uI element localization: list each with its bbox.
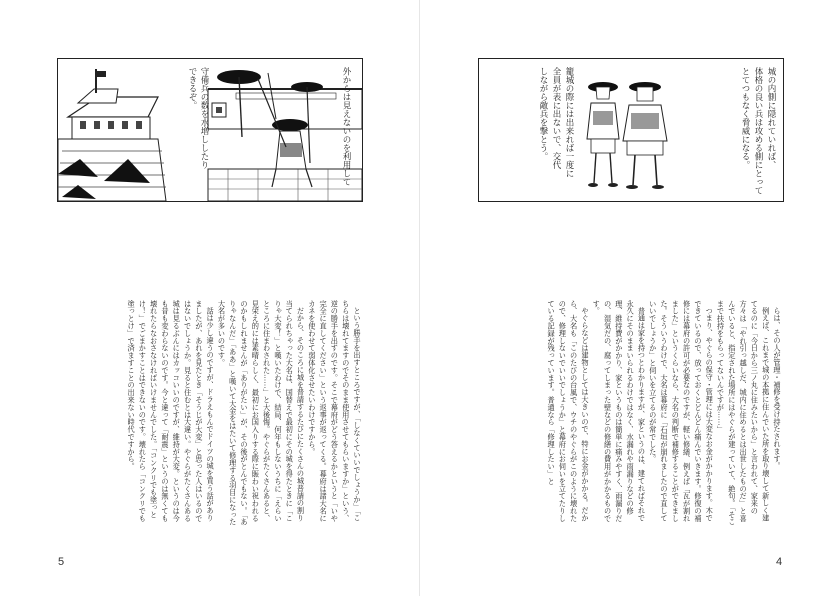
- page-number: 4: [776, 556, 783, 568]
- panel-caption-line-5: 全員が表に出ないで、交代: [551, 67, 561, 169]
- panel-caption-line-6: しながら敵兵を撃とう。: [538, 67, 548, 161]
- paragraph: という勝手を出すところですが、「しなくていいでしょうか」「こちらは壊れてますのでそのまま使用させてもらいますか」という、逆の勝手を出すのです。そこで幕府がどう答えるかというと「いや完全に直してください」という返事が返ってくる。幕府は諸大名にカネを使わせて弱体化させたいわけですから。: [307, 300, 362, 522]
- paragraph: やぐらなどは建物としては大きいので、特にお金がかかる。だから、大名も「このたびの台風で、ウチのやぐらがこのように壊れたので、修理しないでいいでしょうか」と幕府にお伺いを立てたりしている記録が残っています。普通なら「修理したい」と: [547, 300, 590, 522]
- paragraph: 話は少し違うのですが、ドラえもんでドイツの城を買う話がありましたが、あれを見たとき「そうじが大変」と思った人はいるのではないでしょうか。見ると住むとは大違い。やぐらがたくさんある城は見るぶんにはカッコいいのですが、維持が大変。というのは今も昔も変わらないのです。今と違って「耐震」というのは無くても壊れたらなおさなければいけませんでした。「コンクリでも塗っとけ！」でごまかすことはできないのです。壊れたら「コンクリでも塗っとけ」で済ますことの出来ない時代ですから。: [127, 300, 216, 522]
- page-number: 5: [58, 556, 65, 568]
- body-text-right: [477, 300, 783, 526]
- panel-caption-line-3: できるぞ。: [187, 67, 197, 110]
- illustration-panel-castle: [57, 58, 363, 202]
- paragraph: 例えば、これまで城の本拠に住んでいた所を取り壊して新しく建てるのに「今日から三ノ丸に住みたいから」と言われて、家来の方々は「やれ引っ越しだ、城内に住めるとは出世したものだ」と喜んでいると、指定された場所にはやぐらが建っていて、絶句。「そこまで扶持をもらってないんですが……」: [716, 300, 771, 526]
- panel-caption-line-1: 城の内側に隠れていれば、: [766, 67, 776, 169]
- illustration-panel-soldiers: [478, 58, 784, 202]
- panel-caption-line-3: とてつもなく脅威になる。: [740, 67, 750, 169]
- panel-caption-line-4: 籠城の際には出来れば一度に: [564, 67, 574, 178]
- panel-caption-line-2: 体格の良い兵は攻める側にとって: [753, 67, 763, 195]
- castle-wall-illustration: [58, 59, 362, 201]
- paragraph: だから、そのころに城を普請するたびにたくさんの城普請の割り当てられちゃった大名は、国替えで最初にその城を得たときに「こりゃ大変！」と嘆いたわけで、結局、何年もしないうちに「えらいところに住まわされた……」と大後悔。やぐらがたくさんあると、見栄え的には素晴らしく、最初にお国入りする際に賑わい祝われるのかもしれませんが「ありがたい」が、その後がとんでもない。「ありゃなんだ」「ああ」と嘆いて大金をはたいて修理する羽目になった大名が多いのです。: [217, 300, 306, 526]
- soldiers-illustration: [479, 59, 783, 201]
- paragraph: 普通は家を持つとわかりますが、家というのは、建てればそれで永久にそのままいられるわけではなく、水漏れや雨漏りなどの修理、維持費がかかり、家というものは簡単に痛みやすく、雨漏りだの、湿気だの、腐ってしまった壁などの修繕の費用がかかるものです。: [592, 300, 647, 522]
- paragraph: つまり、やぐらの保守・管理には大変なお金がかかります。木でできているので、放っておくとどんどん痛んでいきます。修復の補修には幕府の許可が必要なのですが、軽い修繕、例えば「瓦が割れました」というくらいなら、大名の判断で補修することができました。そういうわけで、大名は幕府に「石垣が崩れましたので直していいでしょうか」と伺いを立てるのが常でした。: [648, 300, 715, 522]
- panel-caption-line-1: 外からは見えないのを利用して: [341, 67, 351, 186]
- paragraph: らは、その人が管理・補修を受け持たされます。: [773, 307, 782, 470]
- panel-caption-line-2: 守備兵の数を水増ししたり: [199, 67, 209, 169]
- body-text-left: [57, 300, 363, 526]
- right-page: [420, 0, 840, 596]
